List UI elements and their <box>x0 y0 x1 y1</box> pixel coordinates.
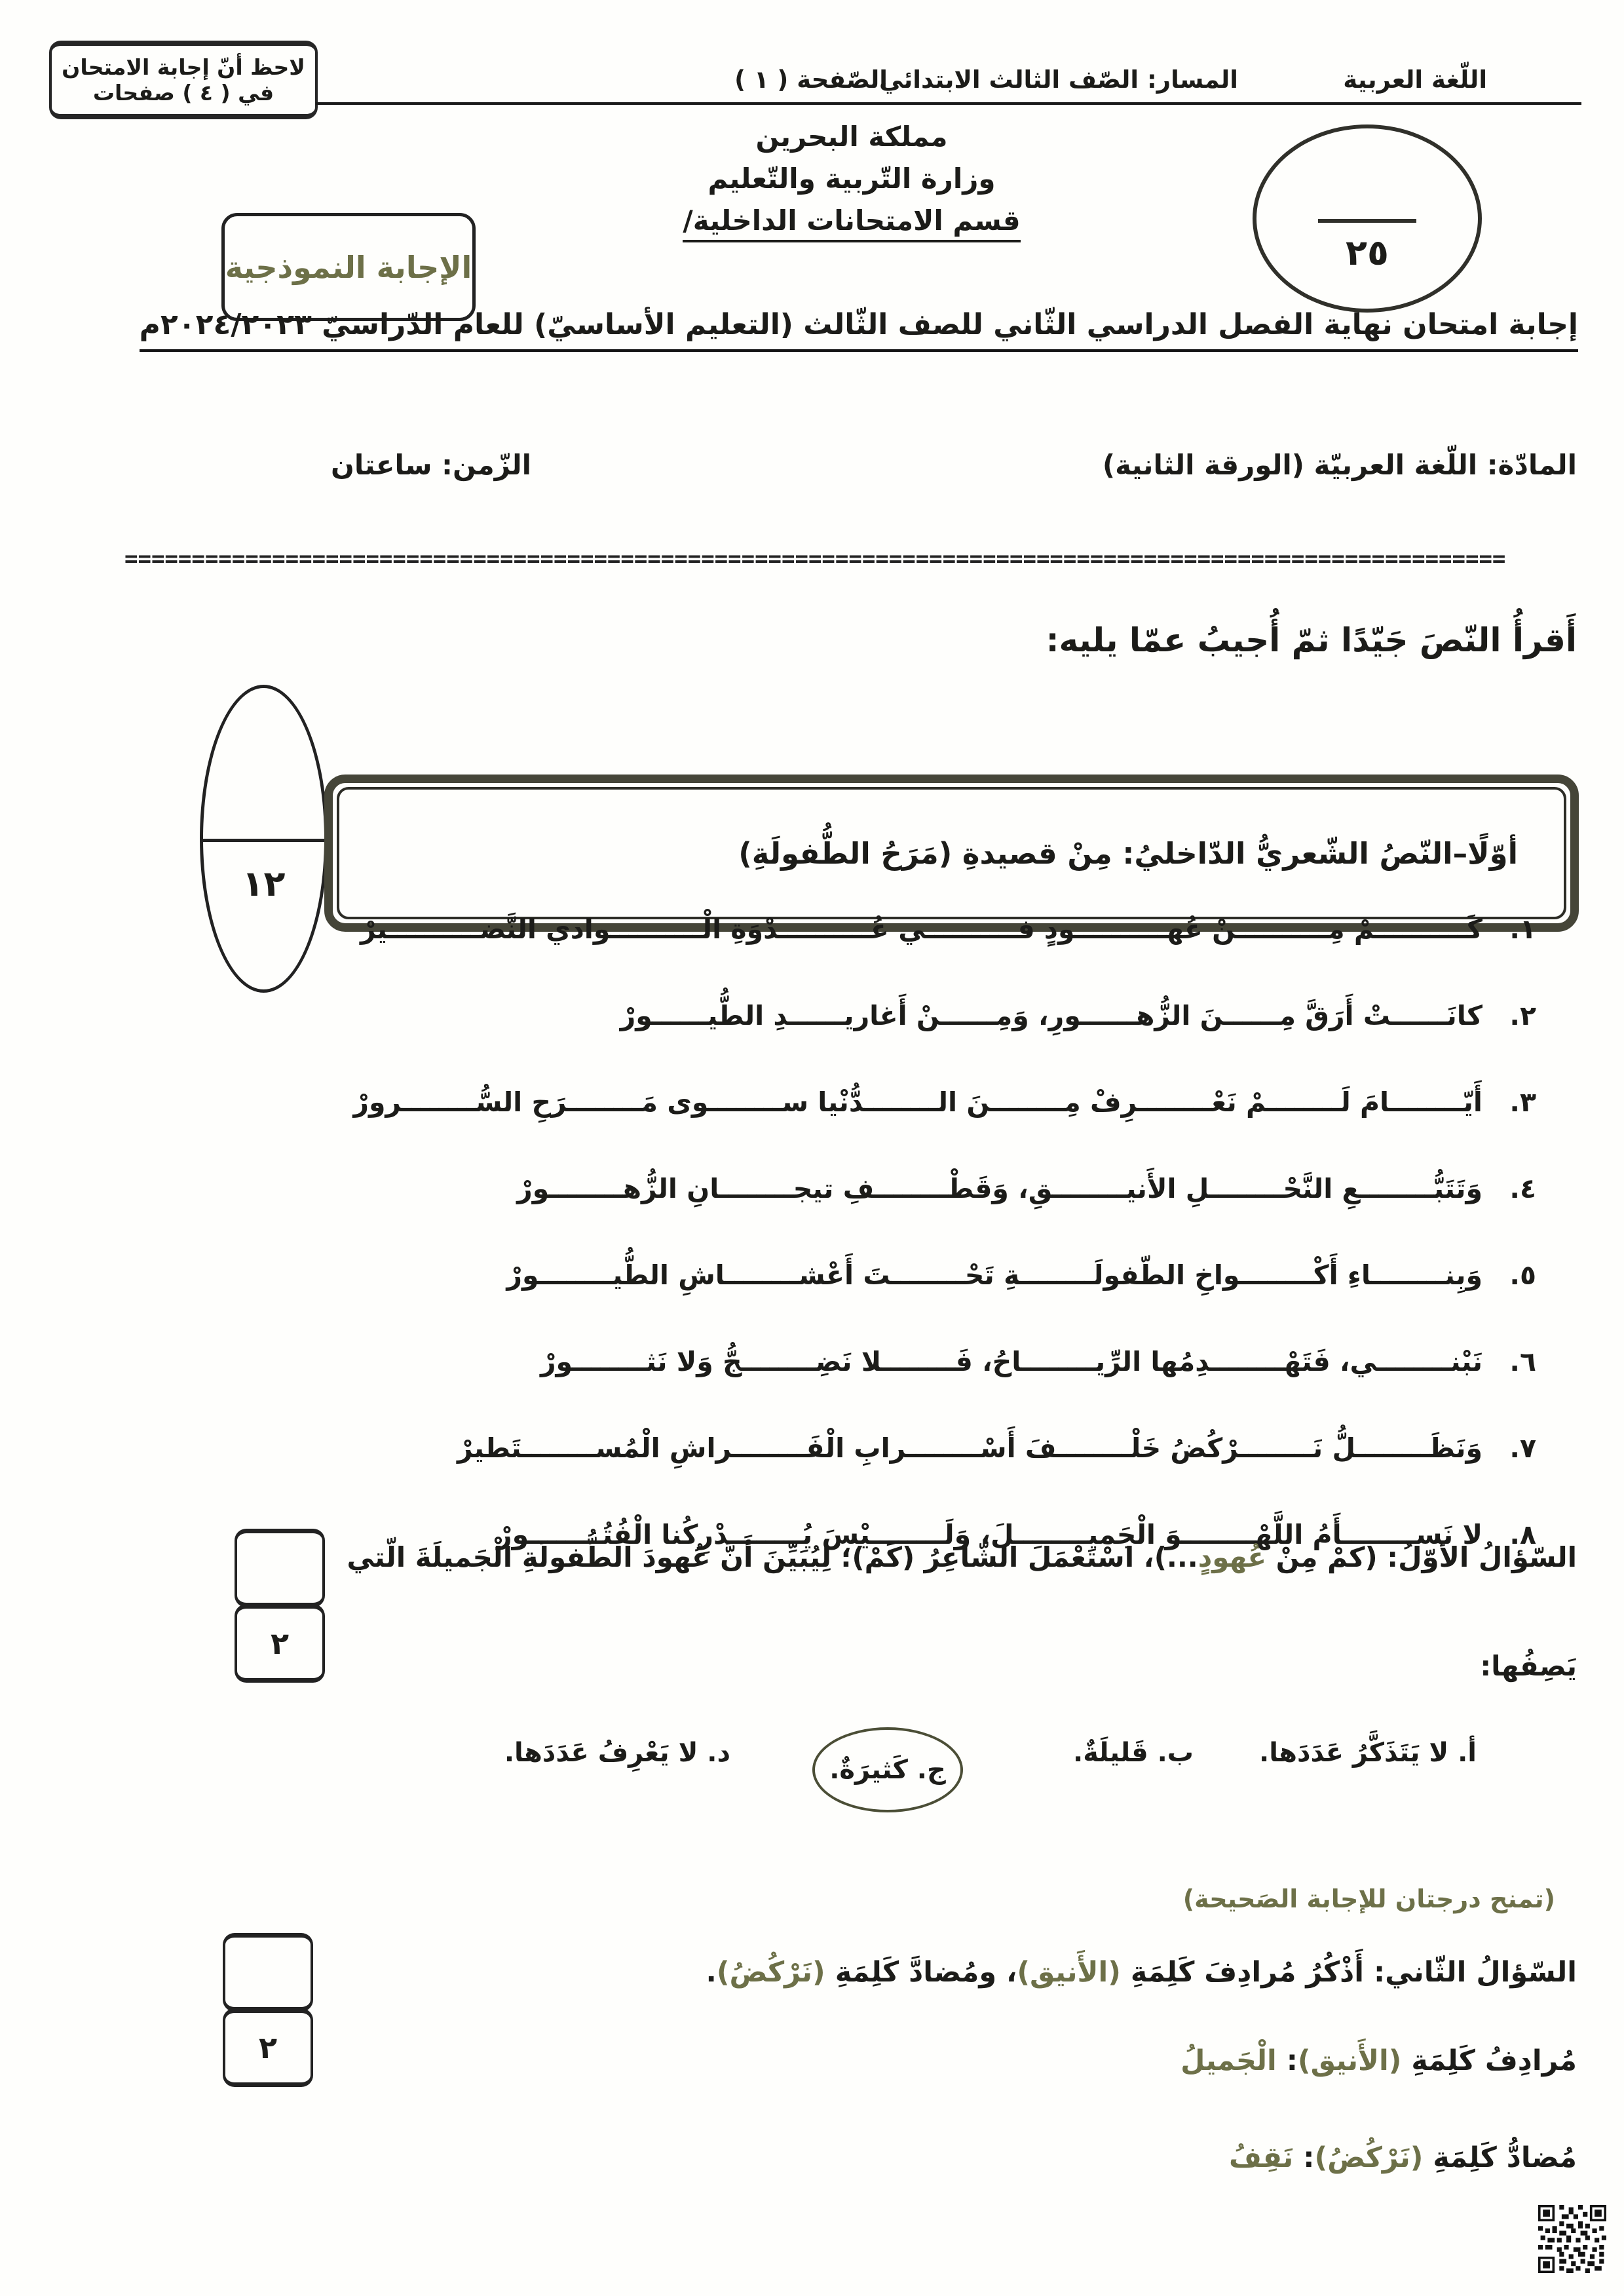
q1-option-d: د. لا يَعْرِفُ عَدَدَها. <box>504 1738 730 1768</box>
poem-line-text: وَتَتَبُّــــــــعِ النَّحْــــــــلِ الأَنيــــــــقِ، وَقَطْــــــــفِ تيجــــــــانِ الزُّهــــــــورْ <box>517 1173 1482 1204</box>
header-divider-line <box>316 102 1581 105</box>
qr-code <box>1538 2205 1606 2273</box>
poem-line-text: وَبِنــــــــاءِ أَكْــــــــواخِ الطّفولَــــــــةِ تَحْــــــــتَ أَعْشــــــــاشِ الطُّيــــــــورْ <box>506 1259 1482 1291</box>
reading-instruction: أَقرأُ النّصَ جَيّدًا ثمّ أُجيبُ عمّا يليه: <box>1046 621 1577 659</box>
q2-word-aniq: (الأَنيق) <box>1017 1956 1121 1989</box>
question-2-text <box>706 1956 1577 1989</box>
q2-text-seg3: . <box>706 1956 717 1989</box>
poem-line <box>383 1232 1536 1318</box>
poem-line-number: ٦. <box>1509 1346 1536 1377</box>
exam-title: إجابة امتحان نهاية الفصل الدراسي الثّاني للصف الثّالث (التعليم الأساسيّ) للعام الدّراسيّ ٢٠٢٤/٢٠٢٣م <box>140 308 1578 352</box>
model-answer-badge <box>221 213 476 321</box>
poem-line-number: ٢. <box>1509 1000 1536 1031</box>
poem-line-number: ٧. <box>1509 1432 1536 1464</box>
ant-value: نَقِفُ <box>1229 2141 1294 2174</box>
grading-note: (تمنح درجتان للإجابة الصَحيحة) <box>1182 1885 1555 1913</box>
q2-marks-value: ٢ <box>258 2030 278 2065</box>
question-1-tail: يَصِفُها: <box>1480 1650 1577 1682</box>
q2-marks-value-cell <box>223 2008 313 2087</box>
poem-text-block <box>353 886 1536 1578</box>
poem-line-number: ٤. <box>1509 1173 1536 1204</box>
syn-value: الْجَميلُ <box>1180 2044 1277 2077</box>
syn-colon: : <box>1276 2044 1298 2077</box>
exams-department: قسم الامتحانات الداخلية/ <box>683 207 1020 242</box>
pages-count-note-box <box>49 41 318 119</box>
pages-count-note: لاحظ أنّ إجابة الامتحان في ( ٤ ) صفحات <box>62 54 305 105</box>
poem-line <box>383 1405 1536 1491</box>
score-fraction-line <box>1318 219 1416 223</box>
poem-line <box>360 886 1536 972</box>
header-track: المسار: الصّف الثالث الابتدائي <box>878 66 1238 94</box>
poem-line-text: وَنَظَــــــــلُّ نَــــــــرْكُضُ خَلْــــــــفَ أَسْــــــــرابِ الْفَــــــــراشِ الْمُســــــــتَطيرْ <box>457 1432 1482 1464</box>
q1-option-c: ج. كَثيرَةٌ. <box>829 1755 946 1785</box>
poem-line-text: أَيّــــــــامَ لَــــــــمْ نَعْــــــــرِفْ مِــــــــنَ الــــــــدُّنْيا ســــــــوى مَــــــــرَحِ السُّــــــــرورْ <box>353 1086 1482 1118</box>
ant-colon: : <box>1293 2141 1315 2174</box>
poem-line <box>383 972 1536 1059</box>
poem-line <box>383 1145 1536 1232</box>
poem-line-text: كَــــــــــمْ مِــــــــــنْ عُهــــــــــودٍ فــــــــــي عُــــــــــدْوَةِ الْــــــــــوادي النَّضــــــــــيرْ <box>360 913 1482 945</box>
q1-option-a: أ. لا يَتَذَكَّرُ عَدَدَها. <box>1259 1738 1477 1768</box>
q1-marks-box <box>235 1529 325 1679</box>
q1-marks-value-cell <box>235 1604 325 1683</box>
q2-antonym-answer <box>1229 2141 1577 2174</box>
syn-word: (الأَنيق) <box>1297 2044 1402 2077</box>
q1-text-seg1: السّؤالُ الأوّلُ: (كمْ مِنْ <box>1266 1541 1577 1573</box>
poem-line-number: ١. <box>1509 913 1536 945</box>
q1-text-seg2: ...)، اسْتَعْمَلَ الشّاعِرُ (كَمْ)؛ لِيُبَيِّنَ أَنَّ عُهودَ الطُّفولَةِ الْجَميلَةَ الّتي <box>347 1541 1198 1573</box>
q2-text-seg1: السّؤالُ الثّاني: أَذْكُرُ مُرادِفَ كَلِمَةِ <box>1120 1956 1577 1989</box>
section-marks-value: ١٢ <box>242 862 286 904</box>
subject-label: المادّة: اللّغة العربيّة (الورقة الثانية) <box>1102 449 1577 481</box>
total-score-circle <box>1253 124 1482 313</box>
q1-option-b: ب. قَليلَةٌ. <box>1073 1738 1194 1768</box>
section-marks-oval <box>200 685 328 993</box>
separator-line: ======================================================================================================= <box>124 546 1506 572</box>
marks-oval-divider <box>202 839 326 842</box>
time-label: الزّمن: ساعتان <box>331 449 532 481</box>
q1-quoted-word: عُهودٍ <box>1198 1541 1267 1573</box>
ant-word: (نَرْكُضُ) <box>1314 2141 1424 2174</box>
question-1-text <box>347 1541 1577 1573</box>
poem-line-number: ٨. <box>1509 1519 1536 1550</box>
q2-text-seg2: ، ومُضادَّ كَلِمَةِ <box>825 1956 1017 1989</box>
q2-marks-empty-cell <box>223 1933 313 2012</box>
kingdom-name: مملكة البحرين <box>755 121 948 153</box>
q2-marks-box <box>223 1933 313 2084</box>
ant-prefix: مُضادُّ كَلِمَةِ <box>1423 2141 1577 2174</box>
q2-synonym-answer <box>1180 2044 1577 2077</box>
poem-line-text: كانَــــــتْ أَرَقَّ مِــــــنَ الزُّهــــــورِ، وَمِــــــنْ أَغاريــــــدِ الطُّيــــــورْ <box>620 1000 1482 1031</box>
poem-line <box>383 1318 1536 1405</box>
poem-line-text: لا نَســــــــأَمُ اللَّهْــــــــوَ الْجَميــــــــلَ، وَلَــــــــيْسَ يُــــــــدْرِكُنا الْفُتُــــــــورْ <box>497 1519 1482 1550</box>
poem-line-text: نَبْنــــــــي، فَتَهْــــــــدِمُها الرِّيــــــــاحُ، فَــــــــلا نَضِــــــــجُّ وَلا نَثــــــــورْ <box>540 1346 1482 1377</box>
syn-prefix: مُرادِفُ كَلِمَةِ <box>1401 2044 1577 2077</box>
q1-marks-empty-cell <box>235 1529 325 1607</box>
poem-line-number: ٥. <box>1509 1259 1536 1291</box>
model-answer-label: الإجابة النموذجية <box>225 249 472 285</box>
header-page-number: الصّفحة ( ١ ) <box>734 66 888 94</box>
section-title: أوّلًا–النّصُ الشّعريُّ الدّاخليُ: مِنْ قصيدةِ (مَرَحُ الطُّفولَةِ) <box>738 835 1518 871</box>
q2-word-narkud: (نَرْكُضُ) <box>716 1956 825 1989</box>
ministry-name: وزارة التّربية والتّعليم <box>708 163 996 195</box>
q1-marks-value: ٢ <box>270 1626 290 1661</box>
total-score-value: ٢٥ <box>1346 232 1389 273</box>
correct-answer-ellipse <box>812 1727 963 1812</box>
poem-line <box>353 1059 1536 1145</box>
ministry-block <box>675 123 1029 257</box>
header-subject: اللّغة العربية <box>1343 66 1487 94</box>
poem-line-number: ٣. <box>1509 1086 1536 1118</box>
